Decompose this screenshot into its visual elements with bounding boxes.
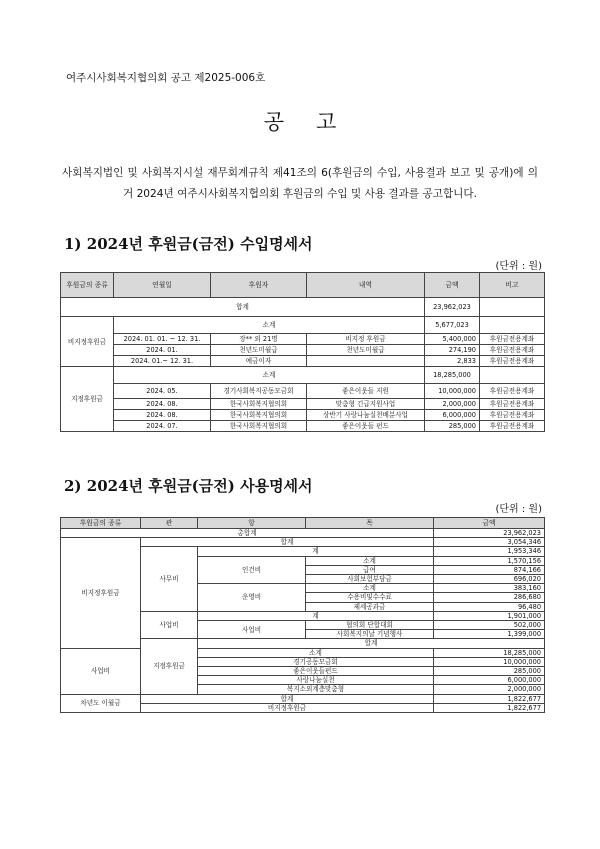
expense-nondesignated-total-label: 합계	[141, 538, 434, 547]
note-cell: 후원금전용계좌	[480, 421, 545, 432]
detail-cell: 비지정 후원금	[307, 334, 425, 345]
amount-cell: 6,000,000	[425, 410, 480, 421]
note-cell: 후원금전용계좌	[480, 399, 545, 410]
donor-cell: 한국사회복지협의회	[211, 421, 307, 432]
table-row	[61, 356, 545, 367]
amount-cell: 2,000,000	[425, 399, 480, 410]
amount-cell: 285,000	[425, 421, 480, 432]
mok-cell: 급여	[306, 565, 434, 574]
amount-cell: 696,020	[434, 575, 545, 584]
income-total-row	[61, 298, 545, 317]
income-table	[60, 272, 545, 432]
detail-cell: 좋은이웃들 펀드	[307, 421, 425, 432]
expense-grand-total-amount: 23,962,023	[434, 529, 545, 538]
expense-designated-gwan: 사업비	[61, 648, 141, 694]
expense-grand-total-label: 총합계	[61, 529, 434, 538]
donor-cell: 천년도미월급	[211, 345, 307, 356]
amount-cell: 2,000,000	[434, 685, 545, 694]
period-cell: 2024. 01. 01. ~ 12. 31.	[114, 334, 211, 345]
amount-cell: 274,190	[425, 345, 480, 356]
expense-operations-hang: 운영비	[198, 584, 306, 612]
income-total-note	[480, 298, 545, 317]
expense-carryover-row-label: 비지정후원금	[141, 703, 434, 712]
donor-cell: 한국사회복지협의회	[211, 399, 307, 410]
mok-cell: 수용비및수수료	[306, 593, 434, 602]
expense-project-sub: 1,901,000	[434, 611, 545, 620]
expense-project-hang: 사업비	[198, 621, 306, 639]
detail-cell	[307, 356, 425, 367]
amount-cell: 10,000,000	[434, 657, 545, 666]
amount-cell: 1,570,156	[434, 556, 545, 565]
income-header-period: 연월일	[114, 273, 211, 298]
amount-cell: 502,000	[434, 621, 545, 630]
detail-cell: 상반기 사랑나눔실천배분사업	[307, 410, 425, 421]
income-total-label: 합계	[61, 298, 425, 317]
income-designated-subtotal-label: 소계	[114, 367, 425, 384]
amount-cell: 286,680	[434, 593, 545, 602]
amount-cell: 285,000	[434, 667, 545, 676]
mok-cell: 제세공과금	[306, 602, 434, 611]
period-cell: 2024. 07.	[114, 421, 211, 432]
income-header-type: 후원금의 종류	[61, 273, 114, 298]
expense-header-hang: 항	[198, 518, 306, 529]
amount-cell: 874,166	[434, 565, 545, 574]
expense-header-gwan: 관	[141, 518, 198, 529]
expense-header-mok: 목	[306, 518, 434, 529]
mok-cell: 소계	[306, 556, 434, 565]
intro-paragraph: 사회복지법인 및 사회복지시설 재무회계규칙 제41조의 6(후원금의 수입, 사용결과 보고 및 공개)에 의거 2024년 여주시사회복지협의회 후원금의 수입 및 사용 결과를 공고합니다.	[62, 167, 538, 200]
income-designated-subtotal-row	[61, 367, 545, 384]
expense-carryover-total-row	[61, 694, 545, 703]
donor-cell: 장** 외 21명	[211, 334, 307, 345]
income-total-amount: 23,962,023	[425, 298, 480, 317]
expense-personnel-hang: 인건비	[198, 556, 306, 584]
amount-cell: 10,000,000	[425, 384, 480, 399]
amount-cell: 18,285,000	[434, 648, 545, 657]
expense-table	[60, 517, 545, 713]
amount-cell: 1,399,000	[434, 630, 545, 639]
amount-cell: 6,000,000	[434, 676, 545, 685]
income-header-row	[61, 273, 545, 298]
detail-cell: 좋은이웃들 지원	[307, 384, 425, 399]
table-row	[61, 399, 545, 410]
period-cell: 2024. 05.	[114, 384, 211, 399]
document-title: 공고	[263, 110, 369, 134]
table-row	[61, 334, 545, 345]
expense-office-sub-label: 계	[198, 547, 434, 556]
expense-designated-type: 지정후원금	[141, 639, 198, 694]
donor-cell: 경기사회복지공동모금회	[211, 384, 307, 399]
document-number: 여주시사회복지협의회 공고 제2025-006호	[66, 72, 266, 84]
expense-office-sub: 1,953,346	[434, 547, 545, 556]
detail-cell: 천년도미월급	[307, 345, 425, 356]
amount-cell: 96,480	[434, 602, 545, 611]
detail-cell: 맞춤형 긴급지원사업	[307, 399, 425, 410]
income-designated-type: 지정후원금	[61, 367, 114, 432]
expense-nondesignated-type: 비지정후원금	[61, 538, 141, 648]
mok-cell: 사회복지의날 기념행사	[306, 630, 434, 639]
empty-cell	[480, 317, 545, 334]
income-header-detail: 내역	[307, 273, 425, 298]
note-cell: 후원금전용계좌	[480, 334, 545, 345]
income-nondesignated-subtotal-row	[61, 317, 545, 334]
income-header-note: 비고	[480, 273, 545, 298]
amount-cell: 383,160	[434, 584, 545, 593]
mok-cell: 경기공동모금회	[198, 657, 434, 666]
expense-carryover-total-label: 합계	[141, 694, 434, 703]
expense-carryover-row-amount: 1,822,677	[434, 703, 545, 712]
income-nondesignated-subtotal: 5,677,023	[425, 317, 480, 334]
note-cell: 후원금전용계좌	[480, 356, 545, 367]
mok-cell: 사랑나눔실천	[198, 676, 434, 685]
table-row	[61, 648, 545, 657]
expense-nondesignated-total-row	[61, 538, 545, 547]
mok-cell: 협의회 단합대회	[306, 621, 434, 630]
mok-cell: 좋은이웃들펀드	[198, 667, 434, 676]
income-nondesignated-type: 비지정후원금	[61, 317, 114, 367]
expense-header-row	[61, 518, 545, 529]
period-cell: 2024. 08.	[114, 399, 211, 410]
amount-cell: 2,833	[425, 356, 480, 367]
expense-header-type: 후원금의 종류	[61, 518, 141, 529]
mok-cell: 소계	[198, 648, 434, 657]
expense-header-amount: 금액	[434, 518, 545, 529]
expense-office-gwan: 사무비	[141, 547, 198, 611]
mok-cell: 복지소외계층맞춤형	[198, 685, 434, 694]
income-header-amount: 금액	[425, 273, 480, 298]
income-header-donor: 후원자	[211, 273, 307, 298]
table-row	[61, 384, 545, 399]
expense-grand-total-row	[61, 529, 545, 538]
expense-carryover-type: 차년도 이월금	[61, 694, 141, 712]
expense-project-gwan: 사업비	[141, 611, 198, 639]
amount-cell: 5,400,000	[425, 334, 480, 345]
period-cell: 2024. 08.	[114, 410, 211, 421]
income-nondesignated-subtotal-label: 소계	[114, 317, 425, 334]
expense-project-sub-label: 계	[198, 611, 434, 620]
mok-cell: 사회보험부담금	[306, 575, 434, 584]
mok-cell: 소계	[306, 584, 434, 593]
donor-cell: 한국사회복지협의회	[211, 410, 307, 421]
expense-designated-total-label: 합계	[198, 639, 545, 648]
expense-nondesignated-total: 3,054,346	[434, 538, 545, 547]
expense-section-title: 2) 2024년 후원금(금전) 사용명세서	[64, 477, 313, 495]
table-row	[61, 410, 545, 421]
expense-carryover-total: 1,822,677	[434, 694, 545, 703]
income-designated-subtotal: 18,285,000	[425, 367, 480, 384]
note-cell: 후원금전용계좌	[480, 345, 545, 356]
note-cell: 후원금전용계좌	[480, 384, 545, 399]
note-cell: 후원금전용계좌	[480, 410, 545, 421]
period-cell: 2024. 01.~ 12. 31.	[114, 356, 211, 367]
donor-cell: 예금이자	[211, 356, 307, 367]
table-row	[61, 345, 545, 356]
income-unit-label: (단위 : 원)	[495, 261, 542, 272]
period-cell: 2024. 01.	[114, 345, 211, 356]
expense-unit-label: (단위 : 원)	[495, 504, 542, 515]
income-section-title: 1) 2024년 후원금(금전) 수입명세서	[64, 235, 313, 253]
table-row	[61, 421, 545, 432]
empty-cell	[480, 367, 545, 384]
